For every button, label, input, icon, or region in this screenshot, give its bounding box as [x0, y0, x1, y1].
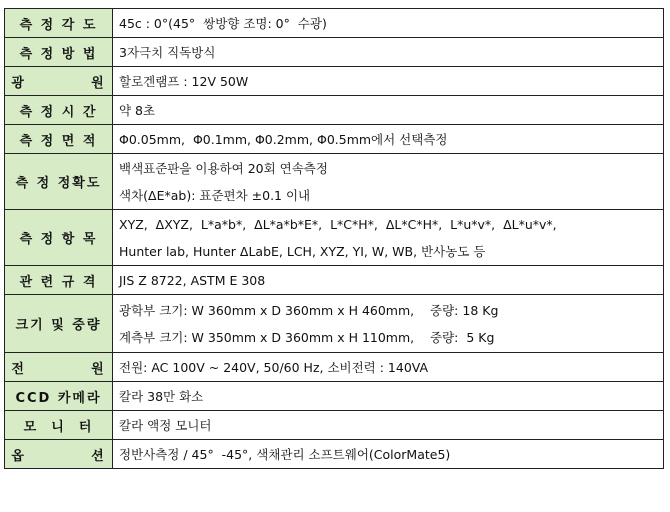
spec-value — [113, 295, 664, 353]
spec-row — [5, 154, 664, 210]
spec-row — [5, 382, 664, 411]
spec-label: 옵 션 — [5, 440, 113, 469]
spec-value — [113, 440, 664, 469]
spec-label: 전 원 — [5, 353, 113, 382]
spec-value — [113, 67, 664, 96]
spec-label: 측 정 면 적 — [5, 125, 113, 154]
spec-value — [113, 9, 664, 38]
spec-row — [5, 295, 664, 353]
spec-value — [113, 210, 664, 266]
spec-value — [113, 96, 664, 125]
spec-label: 모 니 터 — [5, 411, 113, 440]
spec-value-line: Φ0.05mm, Φ0.1mm, Φ0.2mm, Φ0.5mm에서 선택측정 — [119, 131, 448, 147]
spec-row — [5, 353, 664, 382]
spec-row — [5, 266, 664, 295]
spec-value-line: Hunter lab, Hunter ΔLabE, LCH, XYZ, YI, W, WB, 반사농도 등 — [119, 243, 486, 259]
spec-label: 크기 및 중량 — [5, 295, 113, 353]
spec-label: 측 정 각 도 — [5, 9, 113, 38]
spec-label: 측 정 정확도 — [5, 154, 113, 210]
spec-value-line: 광학부 크기: W 360mm x D 360mm x H 460mm, 중량: 18 Kg — [119, 302, 499, 318]
spec-label: 광 원 — [5, 67, 113, 96]
spec-value-line: 색차(ΔE*ab): 표준편차 ±0.1 이내 — [119, 187, 311, 203]
spec-label: 측 정 시 간 — [5, 96, 113, 125]
spec-table-body — [5, 9, 664, 469]
spec-value-line: 정반사측정 / 45° -45°, 색채관리 소프트웨어(ColorMate5) — [119, 446, 451, 462]
spec-label: 측 정 항 목 — [5, 210, 113, 266]
spec-row — [5, 96, 664, 125]
spec-value-line: 칼라 액정 모니터 — [119, 417, 212, 433]
spec-label: CCD 카메라 — [5, 382, 113, 411]
spec-value-line: 할로겐램프 : 12V 50W — [119, 73, 249, 89]
spec-value-line: 백색표준판을 이용하여 20회 연속측정 — [119, 160, 328, 176]
spec-table — [4, 8, 664, 469]
spec-value-line: JIS Z 8722, ASTM E 308 — [119, 272, 266, 288]
spec-row — [5, 125, 664, 154]
spec-value — [113, 154, 664, 210]
spec-value — [113, 382, 664, 411]
spec-value — [113, 125, 664, 154]
spec-row — [5, 440, 664, 469]
spec-value-line: 전원: AC 100V ~ 240V, 50/60 Hz, 소비전력 : 140VA — [119, 359, 429, 375]
spec-row — [5, 67, 664, 96]
spec-value-line: 약 8초 — [119, 102, 156, 118]
spec-label: 측 정 방 법 — [5, 38, 113, 67]
spec-value — [113, 353, 664, 382]
spec-label: 관 련 규 격 — [5, 266, 113, 295]
spec-value-line: 3자극치 직독방식 — [119, 44, 216, 60]
spec-value-line: 계측부 크기: W 350mm x D 360mm x H 110mm, 중량: 5 Kg — [119, 329, 495, 345]
spec-value — [113, 266, 664, 295]
spec-value-line: 45c : 0°(45° 쌍방향 조명: 0° 수광) — [119, 15, 327, 31]
spec-value — [113, 38, 664, 67]
spec-row — [5, 411, 664, 440]
spec-row — [5, 38, 664, 67]
spec-value-line: XYZ, ΔXYZ, L*a*b*, ΔL*a*b*E*, L*C*H*, ΔL*C*H*, L*u*v*, ΔL*u*v*, — [119, 216, 557, 232]
spec-value — [113, 411, 664, 440]
spec-value-line: 칼라 38만 화소 — [119, 388, 204, 404]
spec-row — [5, 9, 664, 38]
spec-row — [5, 210, 664, 266]
